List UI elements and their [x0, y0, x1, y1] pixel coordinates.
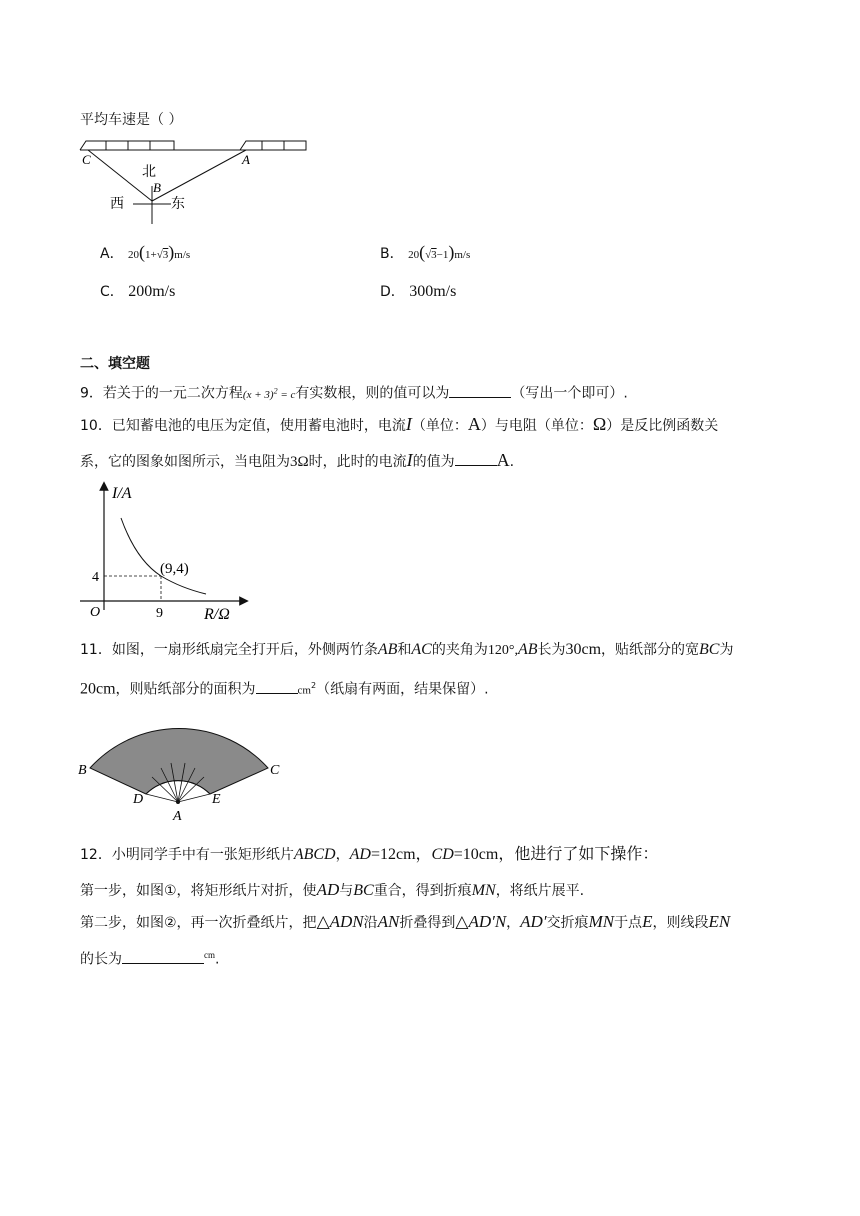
q11-label-e: E — [212, 792, 221, 807]
q11-label-a: A — [173, 809, 182, 824]
q11-label-c: C — [270, 763, 280, 778]
q10-y-tick: 4 — [92, 570, 99, 585]
q8-line-ab — [152, 150, 246, 201]
q12-line-4: 的长为 $^{cm}$. — [80, 950, 220, 968]
q11-line-2: 20cm，则贴纸部分的面积为 $cm^2$（纸扇有两面，结果保留）. — [80, 680, 489, 698]
q10-graph — [76, 480, 256, 625]
q10-point-label: (9,4) — [160, 561, 189, 577]
q8-label-b: B — [153, 180, 161, 195]
option-letter: A． — [100, 246, 124, 262]
q10-x-tick: 9 — [156, 606, 163, 621]
q8-option-c[interactable]: C． 200m/s — [100, 283, 176, 300]
q8-figure — [78, 136, 318, 226]
q8-label-east: 东 — [171, 196, 185, 212]
option-letter: B． — [380, 246, 404, 262]
q12-line-2: 第一步，如图①，将矩形纸片对折，使AD与BC重合，得到折痕MN，将纸片展平. — [80, 880, 585, 899]
q12-answer-blank[interactable] — [122, 949, 204, 964]
q8-option-b[interactable]: B． 20(√3−1)m/s — [380, 242, 471, 262]
q11-line-1: 11．如图，一扇形纸扇完全打开后，外侧两竹条AB和AC的夹角为120°,AB长为30cm，贴纸部分的宽BC为 — [80, 641, 734, 658]
q10-x-label: R/Ω — [204, 606, 230, 623]
q10-curve — [121, 518, 206, 594]
option-letter: D． — [380, 284, 405, 300]
q8-option-d[interactable]: D． 300m/s — [380, 283, 457, 300]
section-title: 二、填空题 — [80, 356, 150, 372]
q11-pivot — [176, 800, 180, 804]
q8-label-west: 西 — [110, 196, 124, 212]
q8-label-c: C — [82, 152, 91, 167]
q11-label-d: D — [133, 792, 144, 807]
q11-paper-region — [90, 728, 268, 794]
q10-origin: O — [90, 605, 101, 620]
q11-label-b: B — [78, 763, 87, 778]
q12-line-1: 12．小明同学手中有一张矩形纸片ABCD，AD=12cm，CD=10cm，他进行了如下操作： — [80, 846, 659, 863]
q8-stem-tail: 平均车速是（ ） — [80, 112, 183, 128]
q10-line-2: 系，它的图象如图所示，当电阻为3Ω时，此时的电流I的值为 A. — [80, 450, 515, 470]
q8-road-right — [240, 141, 306, 150]
q10-line-1: 10．已知蓄电池的电压为定值，使用蓄电池时，电流I（单位：A）与电阻（单位：Ω）是反比例函数关 — [80, 414, 719, 434]
q9-equation: $(x + 3)^2 = c$ — [242, 386, 296, 401]
q10-y-label: I/A — [112, 485, 132, 502]
option-letter: C． — [100, 284, 124, 300]
q8-label-a: A — [242, 152, 250, 167]
q11-fan-figure — [76, 708, 296, 828]
q8-label-north: 北 — [142, 164, 156, 180]
q9-text: 9．若关于的一元二次方程$(x + 3)^2 = c$有实数根，则的值可以为 （写出一个即可）. — [80, 381, 628, 405]
q12-line-3: 第二步，如图②，再一次折叠纸片，把△ADN沿AN折叠得到△AD′N，AD′交折痕MN于点E，则线段EN — [80, 912, 731, 931]
q10-answer-blank[interactable] — [455, 451, 497, 466]
q8-road-left — [80, 141, 174, 150]
q8-option-a[interactable]: A． 20(1+√3)m/s — [100, 242, 191, 262]
q9-answer-blank[interactable] — [449, 383, 511, 398]
q11-answer-blank[interactable] — [256, 679, 298, 694]
